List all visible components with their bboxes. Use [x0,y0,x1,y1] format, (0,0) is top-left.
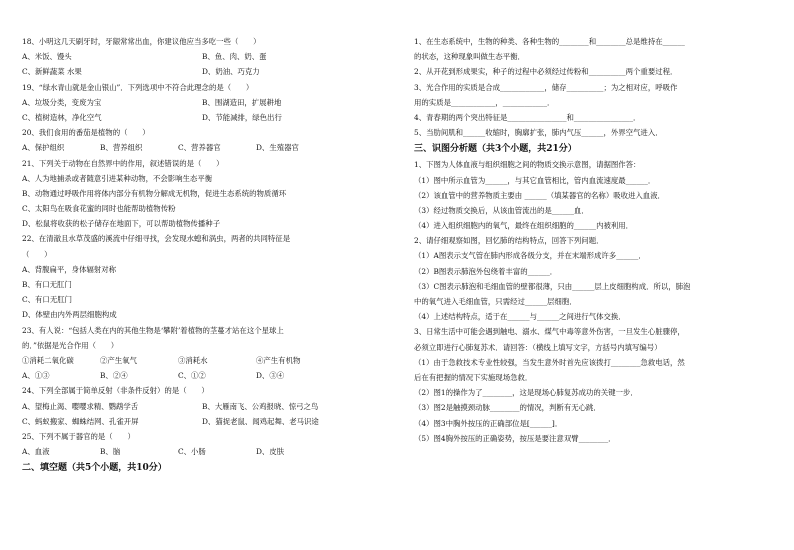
question-22-option-d: D、体壁由内外两层细胞构成 [22,310,117,320]
fill-question-4: 4、青春期的两个突出特征是________________和________________． [414,112,641,122]
option-a: A、①③ [22,371,50,381]
option-b: B、围湖造田，扩展耕地 [202,97,282,107]
question-18-stem: 18、小明这几天刷牙时，牙龈常常出血，你建议他应当多吃一些（ ） [22,37,261,46]
question-22-option-b: B、有口无肛门 [22,280,72,289]
analysis-3-part-3: （3）图2是触摸颈动脉________的情况，判断有无心跳． [414,403,601,413]
question-22-stem: 22、在清澈且水草茂盛的溪流中仔细寻找，会发现水螅和涡虫，两者的共同特征是 [22,234,291,244]
question-21-option-c: C、太阳鸟在吸食花蜜的同时也能帮助植物传粉 [22,204,176,214]
analysis-3-part-1-cont: 后在有把握的情况下实施现场急救． [414,372,533,382]
question-20-stem: 20、我们食用的番茄是植物的（ ） [22,128,150,138]
analysis-2-part-3-cont: 中的氧气进入毛细血管，只需经过______层细胞． [414,297,577,306]
question-19-options-row1 [22,97,382,112]
option-b: B、②④ [100,371,128,381]
analysis-3-part-2: （2）图1的操作为了________，这是现场心肺复苏成功的关键一步． [414,388,638,398]
question-24-stem: 24、下列全部属于简单反射（非条件反射）的是（ ） [22,386,209,396]
statement-3: ③消耗水 [178,355,208,365]
question-18-options-row1 [22,51,382,66]
question-23-stem: 23、有人说：“包括人类在内的其他生物是‘攀附’着植物的茎蔓才站在这个星球上 [22,325,284,335]
question-21-option-d: D、松鼠将收获的松子储存在地面下，可以帮助植物传播种子 [22,219,221,229]
option-c: C、小肠 [178,447,206,457]
question-21-stem: 21、下列关于动物在自然界中的作用，叙述错误的是（ ） [22,158,224,168]
option-c: C、植树造林，净化空气 [22,112,102,122]
question-22-option-c: C、有口无肛门 [22,295,72,305]
statement-1: ①消耗二氧化碳 [22,355,74,365]
analysis-3-part-5: （5）图4胸外按压的正确姿势，按压是要注意双臂________． [414,433,616,443]
option-d: D、猫捉老鼠、闻鸡起舞、老马识途 [202,416,319,426]
option-c: C、①② [178,371,206,381]
question-23-statements [22,355,382,370]
right-column [414,36,778,448]
analysis-2-part-1: （1）A图表示支气管在肺内形成各级分支，并在末端形成许多______． [414,251,646,261]
question-21-option-b: B、动物通过呼吸作用将体内部分有机物分解成无机物，促进生态系统的物质循环 [22,188,287,198]
option-d: D、皮肤 [256,447,285,457]
analysis-1-part-4: （4）进入组织细胞内的氧气，最终在组织细胞的______内被利用． [414,221,634,231]
option-b: B、鱼、肉、奶、蛋 [202,52,267,62]
option-a: A、垃圾分类，变废为宝 [22,97,102,107]
question-23-stem-cont: 的．”依据是光合作用（ ） [22,340,119,350]
question-24-options-row1 [22,401,382,416]
analysis-3-stem-cont: 必须立即进行心肺复苏术．请回答：（横线上填写文字，方括号内填写编号） [414,342,662,352]
analysis-1-part-2: （2）该血管中的营养物质主要由 ______（填某器官的名称）吸收进入血液． [414,190,665,200]
option-d: D、③④ [256,371,285,381]
option-a: A、望梅止渴、嘤嘤求精、鹦鹉学舌 [22,401,139,411]
question-25-stem: 25、下列不属于器官的是（ ） [22,431,135,441]
option-b: B、脑 [100,447,121,457]
analysis-1-part-1: （1）图中所示血管为______，与其它血管相比，管内血流速度最______． [414,175,656,185]
question-19-options-row2 [22,112,382,127]
question-23-options [22,370,382,385]
option-d: D、节能减排，绿色出行 [202,112,282,122]
statement-2: ②产生氧气 [100,355,137,365]
option-c: C、营养器官 [178,143,221,153]
section-2-title: 二、填空题（共5个小题，共10分） [22,463,167,474]
statement-4: ④产生有机物 [256,355,301,365]
fill-question-3: 3、光合作用的实质是合成____________，储存__________；为之相对应，呼吸作 [414,82,678,92]
question-18-options-row2 [22,66,382,81]
section-3-title: 三、识图分析题（共3个小题，共21分） [414,144,577,155]
option-c: C、新鲜蔬菜 水果 [22,67,82,77]
fill-question-5: 5、当肋间肌和______收缩时，胸廓扩张，肺内气压______，外界空气进入． [414,128,663,138]
question-24-options-row2 [22,416,382,431]
question-19-stem: 19、“绿水青山就是金山银山”．下列选项中不符合此理念的是（ ） [22,82,254,92]
option-c: C、蚂蚁搬家、蜘蛛结网、孔雀开屏 [22,416,139,426]
analysis-3-part-4: （4）图3中胸外按压的正确部位是[______]． [414,418,563,428]
option-b: B、大雁南飞、公鸡报晓、惊弓之鸟 [202,401,319,411]
option-d: D、奶油、巧克力 [202,67,260,77]
question-21-option-a: A、人为地捕杀或者随意引进某种动物，不会影响生态平衡 [22,173,213,183]
analysis-3-stem: 3、日常生活中可能会遇到触电、溺水、煤气中毒等意外伤害，一旦发生心脏骤停， [414,327,685,337]
option-a: A、血液 [22,447,50,457]
fill-question-1-cont: 的状态，这种现象叫做生态平衡． [414,52,525,62]
fill-question-2: 2、从开花到形成果实，种子的过程中必须经过传粉和__________两个重要过程． [414,67,678,77]
option-a: A、米饭、馒头 [22,52,72,62]
left-column [22,36,382,478]
analysis-2-part-3: （3）C图表示肺泡和毛细血管的壁都很薄，只由______层上皮细胞构成．所以，肺泡 [414,281,691,291]
option-a: A、保护组织 [22,143,65,153]
analysis-3-part-1: （1）由于急救技术专业性较强，当发生意外时首先应该拨打________急救电话，然 [414,357,685,367]
fill-question-3-cont: 用的实质是____________，____________． [414,97,555,107]
question-22-paren: （ ） [22,249,52,259]
question-25-options [22,446,382,461]
question-22-option-a: A、背腹扁平，身体辐射对称 [22,264,117,274]
question-20-options [22,142,382,157]
analysis-2-stem: 2、请仔细观察如图，回忆肺的结构特点，回答下列问题． [414,236,604,246]
option-d: D、生殖器官 [256,143,299,153]
analysis-1-part-3: （3）经过物质交换后，从该血管流出的是______血． [414,205,589,215]
analysis-1-stem: 1、下图为人体血液与组织细胞之间的物质交换示意图，请据图作答： [414,160,641,170]
analysis-2-part-4: （4）上述结构特点，适于在______与______之间进行气体交换． [414,312,626,322]
fill-question-1: 1、在生态系统中，生物的种类、各种生物的________和________总是维持在______ [414,37,685,46]
analysis-2-part-2: （2）B图表示肺泡外包绕着丰富的______． [414,266,558,276]
option-b: B、营养组织 [100,143,143,153]
